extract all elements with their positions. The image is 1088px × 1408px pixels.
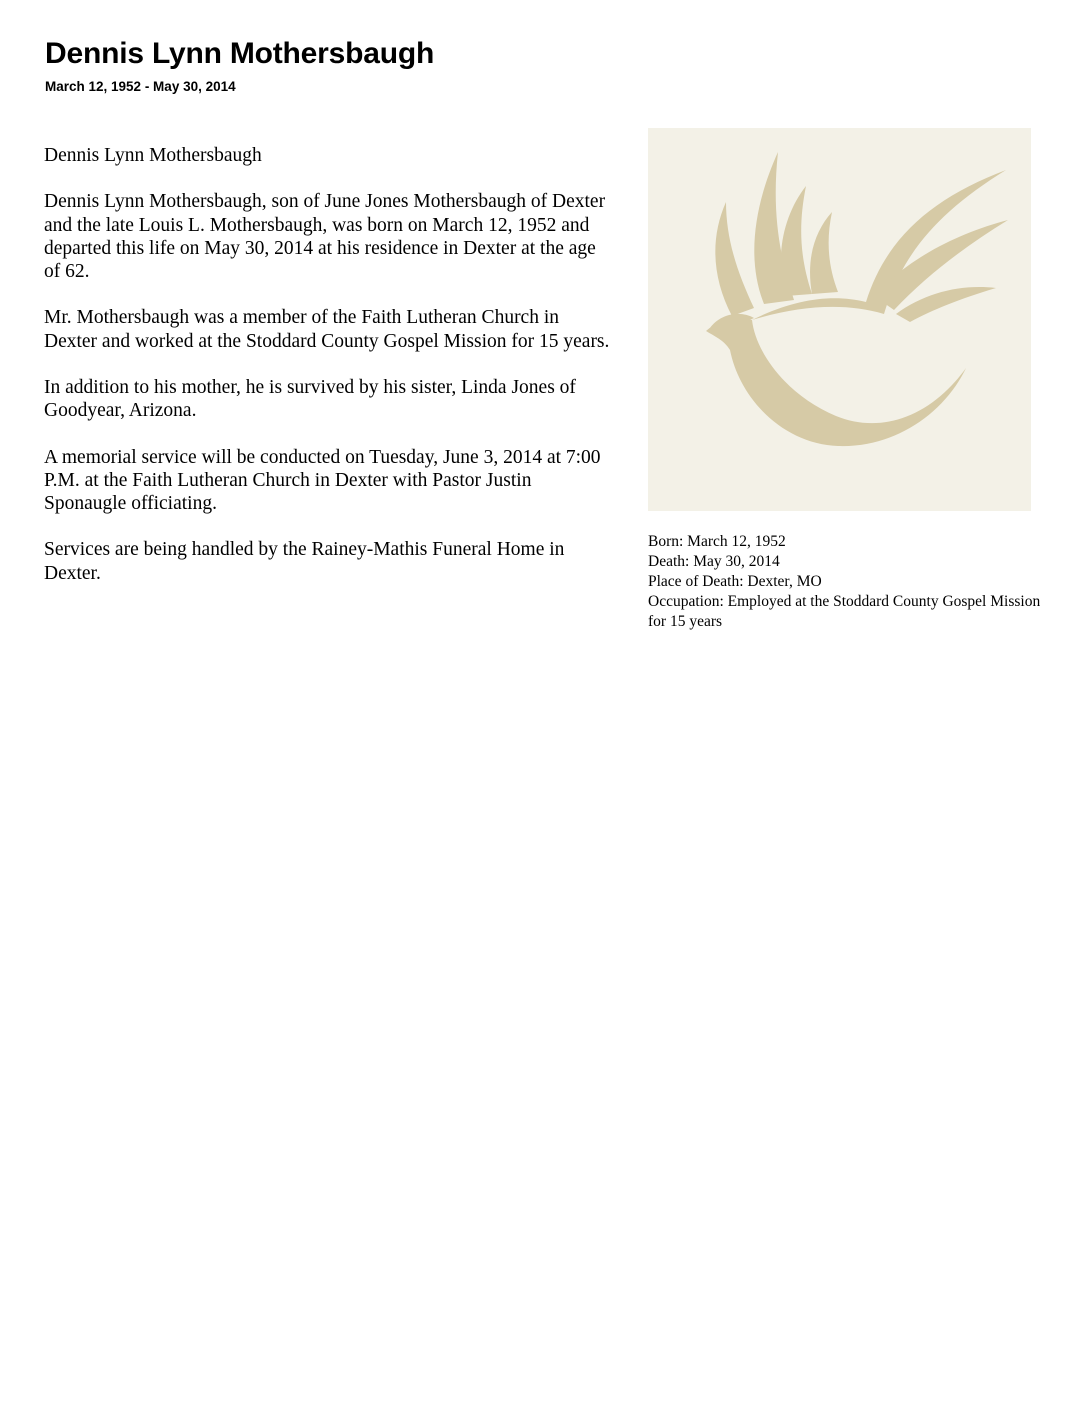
obituary-paragraph: In addition to his mother, he is survived by his sister, Linda Jones of Goodyear, Arizona.: [44, 376, 576, 422]
death-fact: Death: May 30, 2014: [648, 553, 780, 570]
born-fact: Born: March 12, 1952: [648, 533, 786, 550]
memorial-image: [648, 128, 1031, 511]
obituary-paragraph: A memorial service will be conducted on Tuesday, June 3, 2014 at 7:00 P.M. at the Faith Lutheran Church in Dexter with Pastor Justin Sponaugle officiating.: [44, 446, 601, 514]
life-dates: March 12, 1952 - May 30, 2014: [45, 79, 236, 94]
obituary-paragraph: Mr. Mothersbaugh was a member of the Faith Lutheran Church in Dexter and worked at the Stoddard County Gospel Mission for 15 years.: [44, 307, 610, 352]
obituary-paragraph: Dennis Lynn Mothersbaugh: [44, 145, 262, 166]
obituary-facts: [648, 532, 1048, 632]
occupation-fact: Occupation: Employed at the Stoddard County Gospel Mission for 15 years: [648, 593, 1041, 630]
obituary-body: [44, 144, 616, 608]
obituary-title: Dennis Lynn Mothersbaugh: [45, 37, 435, 70]
obituary-paragraph: Services are being handled by the Rainey-Mathis Funeral Home in Dexter.: [44, 539, 565, 584]
place-of-death-fact: Place of Death: Dexter, MO: [648, 573, 822, 590]
obituary-paragraph: Dennis Lynn Mothersbaugh, son of June Jones Mothersbaugh of Dexter and the late Louis L. Mothersbaugh, was born on March 12, 1952 and departed this life on May 30, 2014 at his residence in Dexter at the age of 62.: [44, 191, 606, 282]
dove-icon: [648, 128, 1031, 511]
